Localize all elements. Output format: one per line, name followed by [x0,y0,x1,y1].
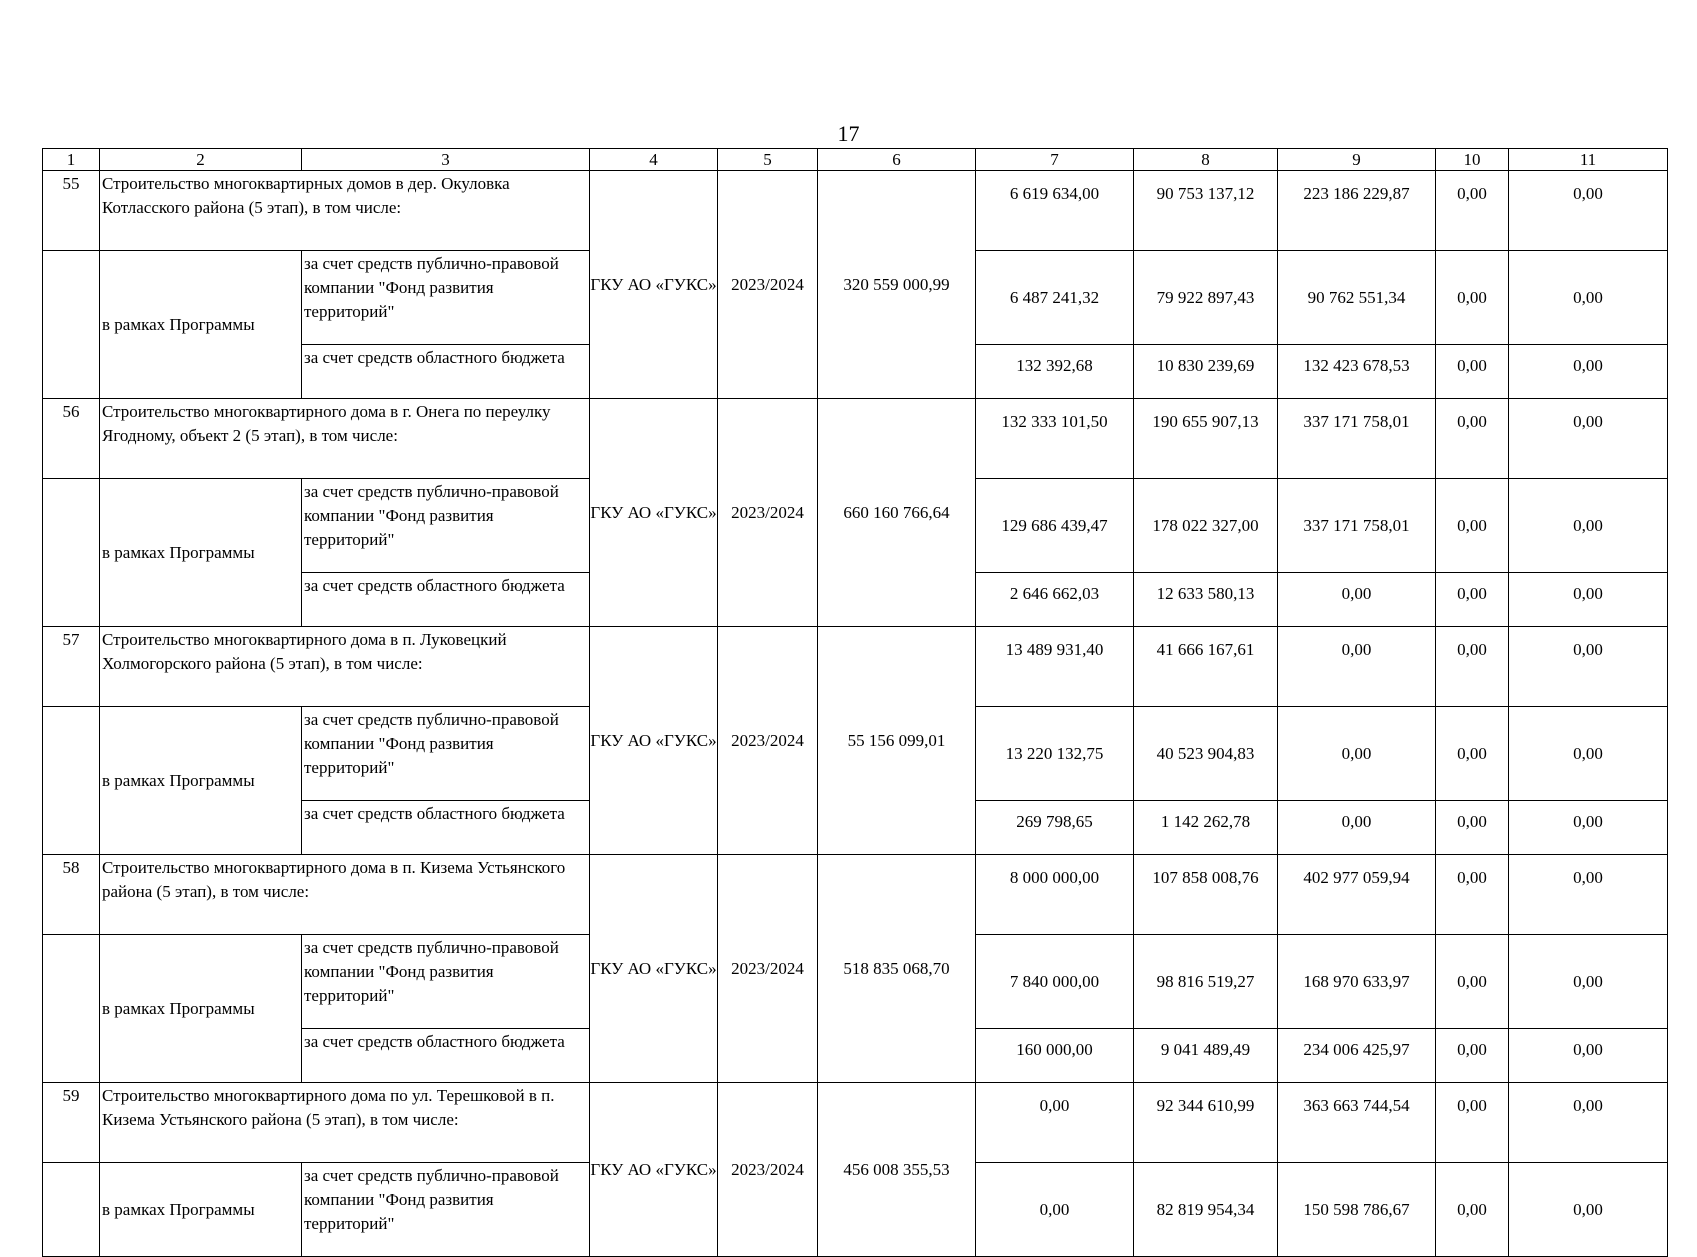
header-cell: 8 [1134,149,1278,171]
item-name: Строительство многоквартирного дома по ул. Терешковой в п. Кизема Устьянского района (5 этап), в том числе: [100,1083,590,1163]
federal-value: 13 220 132,75 [976,707,1134,801]
regional-value: 10 830 239,69 [1134,345,1278,399]
total-value: 363 663 744,54 [1278,1083,1436,1163]
total-value: 0,00 [1436,171,1509,251]
item-number: 56 [43,399,100,479]
item-name: Строительство многоквартирного дома в п. Луковецкий Холмогорского района (5 этап), в том числе: [100,627,590,707]
header-cell: 9 [1278,149,1436,171]
funding-source: за счет средств публично-правовой компании "Фонд развития территорий" [302,251,590,345]
regional-value: 132 392,68 [976,345,1134,399]
total-value: 92 344 610,99 [1134,1083,1278,1163]
regional-value: 0,00 [1509,573,1668,627]
regional-value: 0,00 [1436,801,1509,855]
regional-value: 0,00 [1509,345,1668,399]
executor-cell: ГКУ АО «ГУКС» [590,627,718,855]
period-cell: 2023/2024 [718,399,818,627]
regional-value: 269 798,65 [976,801,1134,855]
federal-value: 150 598 786,67 [1278,1163,1436,1257]
total-value: 0,00 [1509,399,1668,479]
federal-value: 7 840 000,00 [976,935,1134,1029]
federal-value: 0,00 [1436,479,1509,573]
cost-cell: 320 559 000,99 [818,171,976,399]
program-label: в рамках Программы [100,479,302,627]
funding-source: за счет средств областного бюджета [302,573,590,627]
federal-value: 0,00 [1436,251,1509,345]
table-row [43,171,1668,251]
item-number: 57 [43,627,100,707]
federal-value: 0,00 [1278,707,1436,801]
federal-value: 0,00 [1436,707,1509,801]
period-cell: 2023/2024 [718,1083,818,1257]
program-label: в рамках Программы [100,1163,302,1257]
federal-value: 6 487 241,32 [976,251,1134,345]
federal-value: 98 816 519,27 [1134,935,1278,1029]
total-value: 8 000 000,00 [976,855,1134,935]
regional-value: 160 000,00 [976,1029,1134,1083]
budget-table [42,148,1668,1257]
federal-value: 0,00 [1509,251,1668,345]
executor-cell: ГКУ АО «ГУКС» [590,855,718,1083]
funding-source: за счет средств публично-правовой компании "Фонд развития территорий" [302,935,590,1029]
header-row [43,149,1668,171]
total-value: 402 977 059,94 [1278,855,1436,935]
regional-value: 9 041 489,49 [1134,1029,1278,1083]
regional-value: 234 006 425,97 [1278,1029,1436,1083]
regional-value: 0,00 [1436,1029,1509,1083]
regional-value: 2 646 662,03 [976,573,1134,627]
program-label: в рамках Программы [100,935,302,1083]
total-value: 0,00 [1436,1083,1509,1163]
header-cell: 3 [302,149,590,171]
regional-value: 1 142 262,78 [1134,801,1278,855]
federal-value: 82 819 954,34 [1134,1163,1278,1257]
total-value: 223 186 229,87 [1278,171,1436,251]
federal-value: 90 762 551,34 [1278,251,1436,345]
total-value: 13 489 931,40 [976,627,1134,707]
total-value: 337 171 758,01 [1278,399,1436,479]
federal-value: 79 922 897,43 [1134,251,1278,345]
federal-value: 129 686 439,47 [976,479,1134,573]
executor-cell: ГКУ АО «ГУКС» [590,399,718,627]
header-cell: 1 [43,149,100,171]
funding-source: за счет средств областного бюджета [302,345,590,399]
federal-value: 0,00 [1509,1163,1668,1257]
period-cell: 2023/2024 [718,855,818,1083]
cost-cell: 518 835 068,70 [818,855,976,1083]
item-name: Строительство многоквартирных домов в дер. Окуловка Котласского района (5 этап), в том числе: [100,171,590,251]
federal-value: 0,00 [976,1163,1134,1257]
federal-value: 40 523 904,83 [1134,707,1278,801]
header-cell: 6 [818,149,976,171]
federal-value: 168 970 633,97 [1278,935,1436,1029]
empty-num-cell [43,251,100,399]
header-cell: 11 [1509,149,1668,171]
total-value: 0,00 [1436,627,1509,707]
header-cell: 2 [100,149,302,171]
federal-value: 0,00 [1436,935,1509,1029]
total-value: 0,00 [1509,1083,1668,1163]
total-value: 0,00 [1436,855,1509,935]
regional-value: 0,00 [1509,801,1668,855]
regional-value: 0,00 [1436,345,1509,399]
total-value: 107 858 008,76 [1134,855,1278,935]
regional-value: 0,00 [1278,801,1436,855]
total-value: 90 753 137,12 [1134,171,1278,251]
program-label: в рамках Программы [100,251,302,399]
federal-value: 0,00 [1509,479,1668,573]
funding-source: за счет средств публично-правовой компании "Фонд развития территорий" [302,1163,590,1257]
header-cell: 10 [1436,149,1509,171]
empty-num-cell [43,935,100,1083]
federal-value: 178 022 327,00 [1134,479,1278,573]
header-cell: 5 [718,149,818,171]
empty-num-cell [43,707,100,855]
regional-value: 0,00 [1509,1029,1668,1083]
funding-source: за счет средств областного бюджета [302,1029,590,1083]
total-value: 0,00 [1278,627,1436,707]
header-cell: 7 [976,149,1134,171]
federal-value: 337 171 758,01 [1278,479,1436,573]
regional-value: 0,00 [1436,573,1509,627]
empty-num-cell [43,1163,100,1257]
federal-value: 0,00 [1509,707,1668,801]
funding-source: за счет средств публично-правовой компании "Фонд развития территорий" [302,707,590,801]
regional-value: 12 633 580,13 [1134,573,1278,627]
page-number: 17 [837,121,860,146]
total-value: 41 666 167,61 [1134,627,1278,707]
cost-cell: 456 008 355,53 [818,1083,976,1257]
item-name: Строительство многоквартирного дома в г. Онега по переулку Ягодному, объект 2 (5 этап), в том числе: [100,399,590,479]
period-cell: 2023/2024 [718,171,818,399]
cost-cell: 55 156 099,01 [818,627,976,855]
program-label: в рамках Программы [100,707,302,855]
total-value: 0,00 [1509,171,1668,251]
total-value: 190 655 907,13 [1134,399,1278,479]
empty-num-cell [43,479,100,627]
regional-value: 132 423 678,53 [1278,345,1436,399]
total-value: 0,00 [976,1083,1134,1163]
table-row [43,855,1668,935]
item-name: Строительство многоквартирного дома в п. Кизема Устьянского района (5 этап), в том числе: [100,855,590,935]
total-value: 6 619 634,00 [976,171,1134,251]
total-value: 0,00 [1509,855,1668,935]
funding-source: за счет средств публично-правовой компании "Фонд развития территорий" [302,479,590,573]
item-number: 55 [43,171,100,251]
total-value: 132 333 101,50 [976,399,1134,479]
table-row [43,627,1668,707]
federal-value: 0,00 [1436,1163,1509,1257]
total-value: 0,00 [1436,399,1509,479]
total-value: 0,00 [1509,627,1668,707]
executor-cell: ГКУ АО «ГУКС» [590,171,718,399]
item-number: 58 [43,855,100,935]
item-number: 59 [43,1083,100,1163]
executor-cell: ГКУ АО «ГУКС» [590,1083,718,1257]
header-cell: 4 [590,149,718,171]
regional-value: 0,00 [1278,573,1436,627]
federal-value: 0,00 [1509,935,1668,1029]
table-row [43,1083,1668,1163]
table-row [43,399,1668,479]
cost-cell: 660 160 766,64 [818,399,976,627]
period-cell: 2023/2024 [718,627,818,855]
funding-source: за счет средств областного бюджета [302,801,590,855]
